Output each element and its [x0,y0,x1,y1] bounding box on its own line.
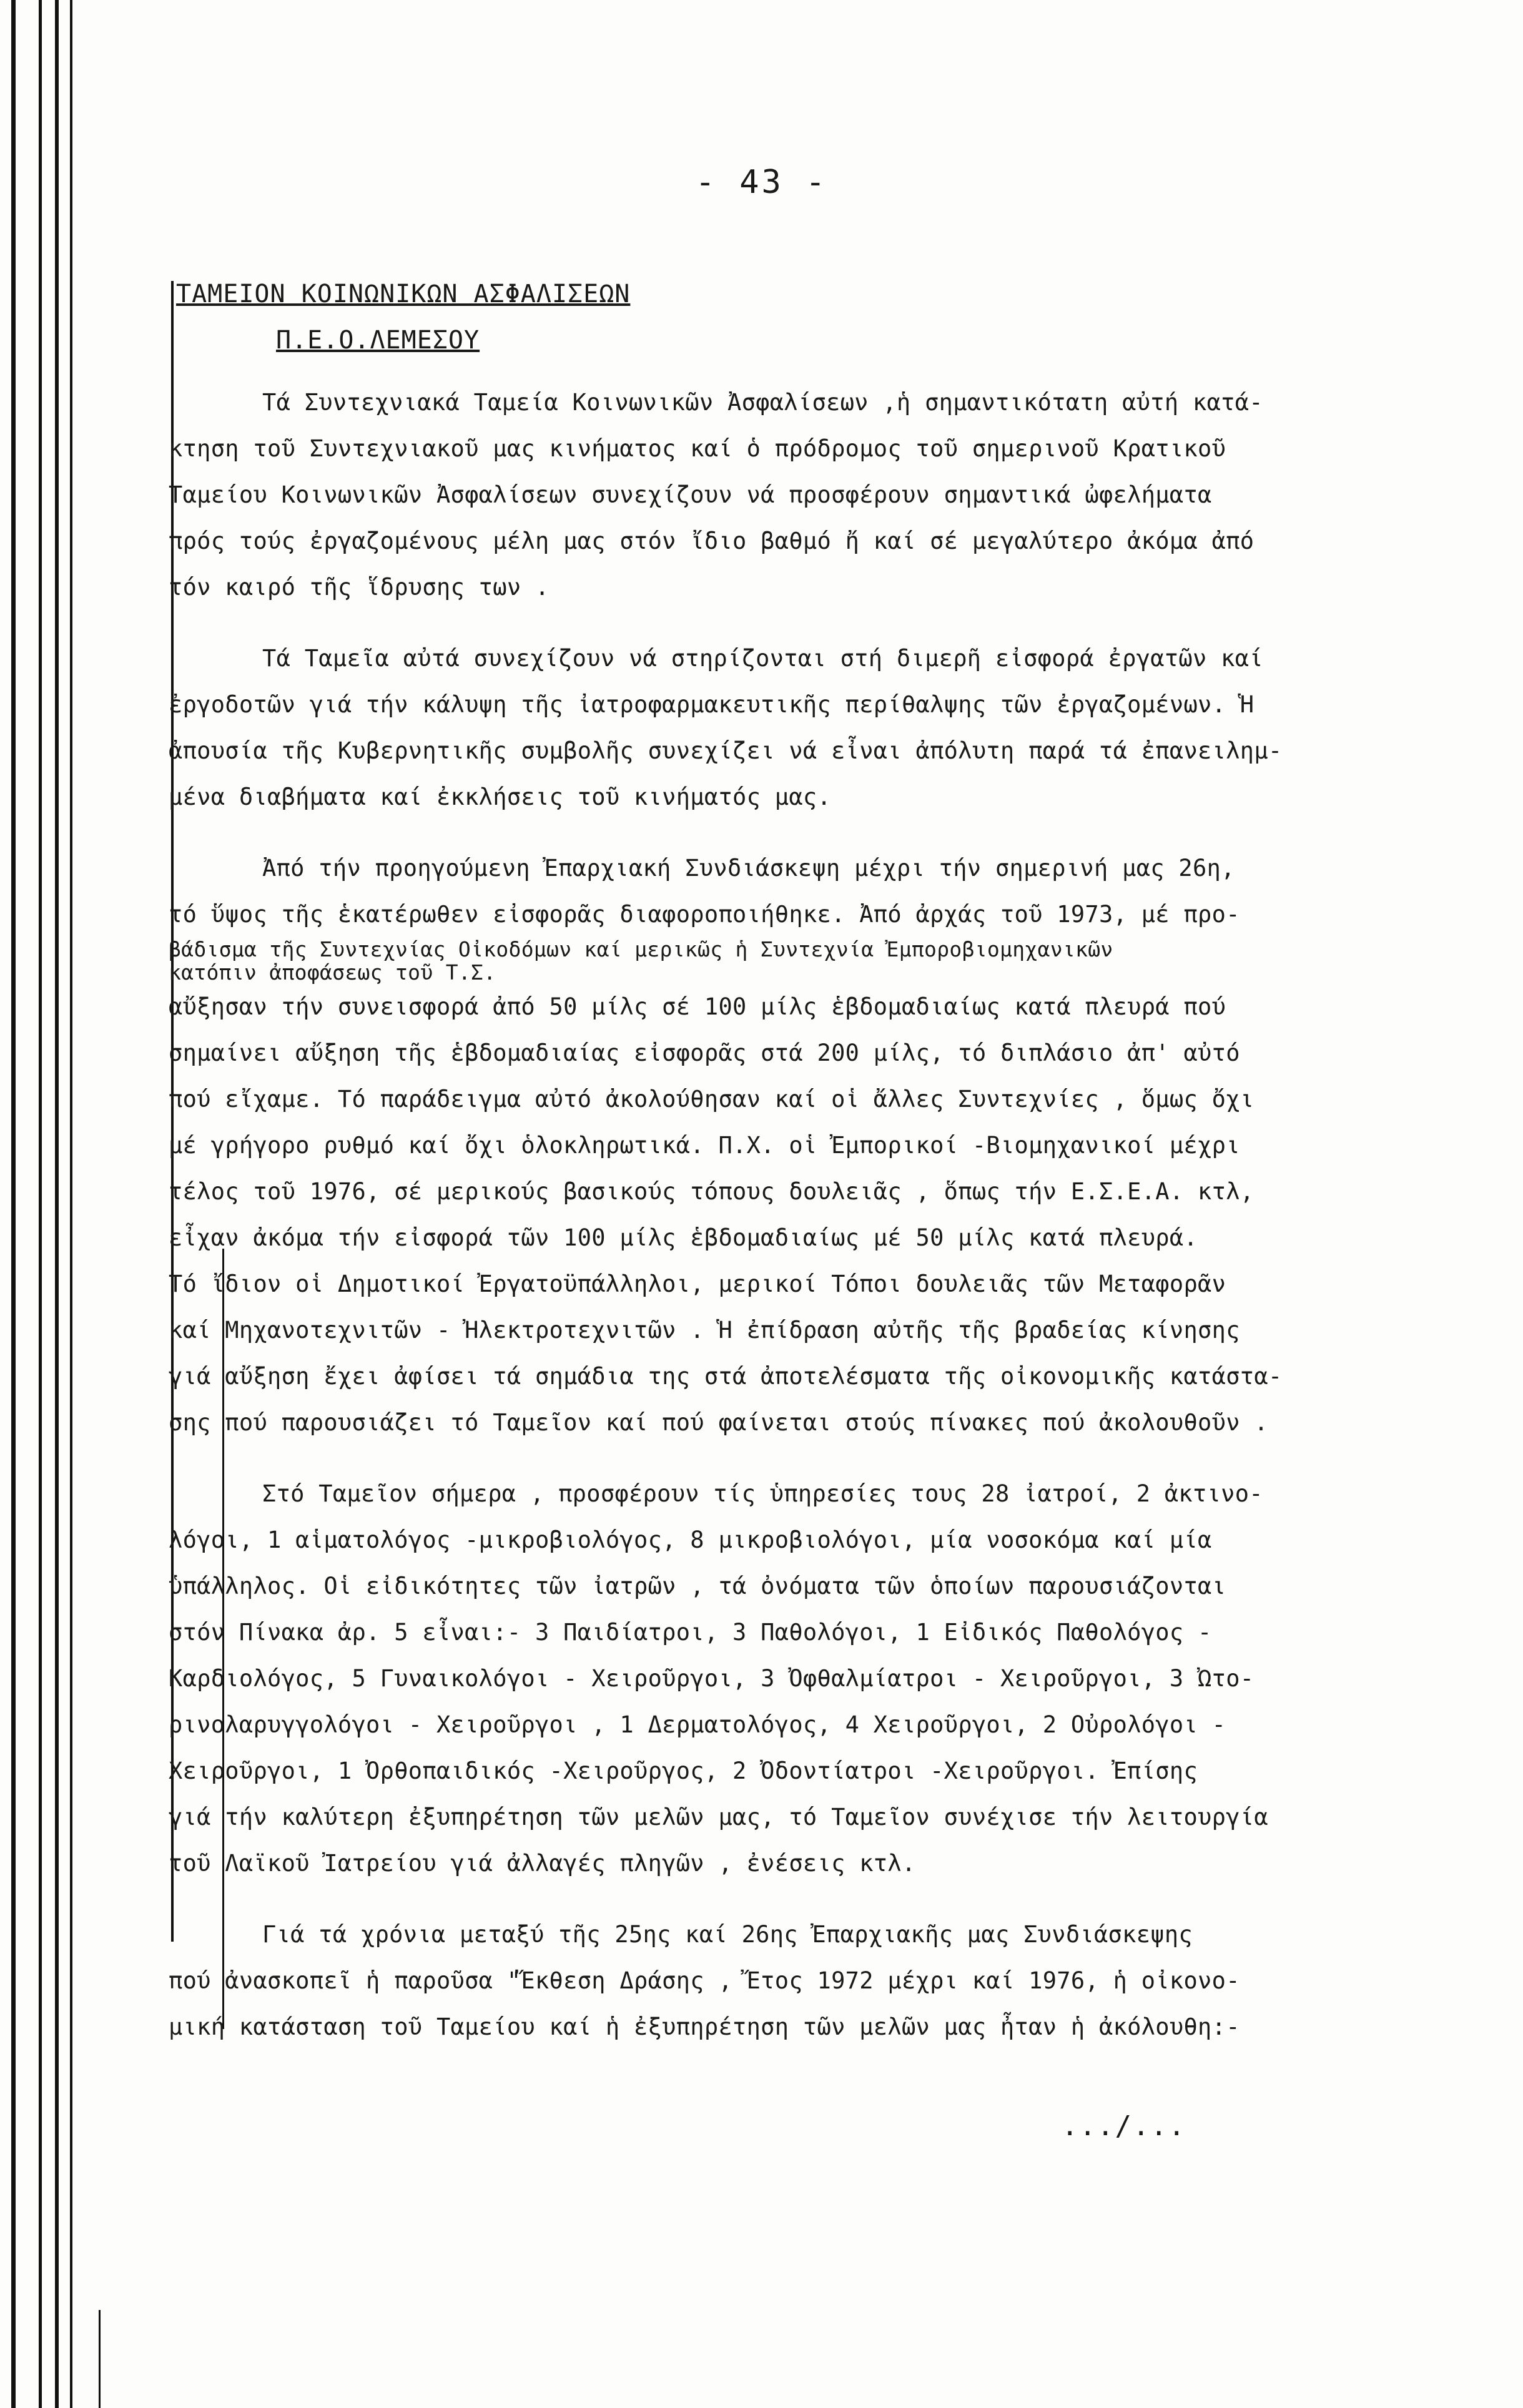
text-line: τό ὕψος τῆς ἑκατέρωθεν εἰσφορᾶς διαφοροποιήθηκε. Ἀπό ἀρχάς τοῦ 1973, μέ προ- [169,901,1240,928]
text-line: ὑπάλληλος. Οἱ εἰδικότητες τῶν ἰατρῶν , τά ὀνόματα τῶν ὁποίων παρουσιάζονται [169,1573,1226,1600]
text-line: εἶχαν ἀκόμα τήν εἰσφορά τῶν 100 μίλς ἑβδομαδιαίως μέ 50 μίλς κατά πλευρά. [169,1224,1198,1251]
text-line: πού εἴχαμε. Τό παράδειγμα αὐτό ἀκολούθησαν καί οἱ ἄλλες Συντεχνίες , ὅμως ὄχι [169,1086,1254,1113]
text-line: Γιά τά χρόνια μεταξύ τῆς 25ης καί 26ης Ἐπαρχιακῆς μας Συνδιάσκεψης [262,1921,1193,1948]
text-line: Ταμείου Κοινωνικῶν Ἀσφαλίσεων συνεχίζουν νά προσφέρουν σημαντικά ὠφελήματα [169,481,1212,508]
text-line: βάδισμα τῆς Συντεχνίας Οἰκοδόμων καί μερικῶς ἡ Συντεχνία Ἐμποροβιομηχανικῶν [169,938,1113,961]
text-line: αὔξησαν τήν συνεισφορά ἀπό 50 μίλς σέ 100 μίλς ἑβδομαδιαίως κατά πλευρά πού [169,993,1226,1020]
text-line: κτηση τοῦ Συντεχνιακοῦ μας κινήματος καί ὁ πρόδρομος τοῦ σημερινοῦ Κρατικοῦ [169,435,1226,462]
text-line: τοῦ Λαϊκοῦ Ἰατρείου γιά ἀλλαγές πληγῶν , ἐνέσεις κτλ. [169,1850,916,1877]
text-line: καί Μηχανοτεχνιτῶν - Ἠλεκτροτεχνιτῶν . Ἡ ἐπίδραση αὐτῆς τῆς βραδείας κίνησης [169,1317,1240,1344]
section-heading: ΤΑΜΕΙΟΝ ΚΟΙΝΩΝΙΚΩΝ ΑΣΦΑΛΙΣΕΩΝ [176,280,631,308]
text-line: μέ γρήγορο ρυθμό καί ὄχι ὁλοκληρωτικά. Π.Χ. οἱ Ἐμπορικοί -Βιομηχανικοί μέχρι [169,1132,1240,1159]
text-line: γιά αὔξηση ἔχει ἀφίσει τά σημάδια της στά ἀποτελέσματα τῆς οἰκονομικῆς κατάστα- [169,1363,1283,1390]
text-line: μένα διαβήματα καί ἐκκλήσεις τοῦ κινήματός μας. [169,784,832,810]
text-line: σης πού παρουσιάζει τό Ταμεῖον καί πού φαίνεται στούς πίνακες πού ἀκολουθοῦν . [169,1409,1268,1436]
text-line: Χειροῦργοι, 1 Ὀρθοπαιδικός -Χειροῦργος, 2 Ὀδοντίατροι -Χειροῦργοι. Ἐπίσης [169,1757,1198,1784]
text-line: Τά Συντεχνιακά Ταμεία Κοινωνικῶν Ἀσφαλίσεων ,ἡ σημαντικότατη αὐτή κατά- [262,389,1263,416]
body-text [169,380,1477,2050]
text-line: κατόπιν ἀποφάσεως τοῦ Τ.Σ. [169,961,496,984]
text-line: στόν Πίνακα ἀρ. 5 εἶναι:- 3 Παιδίατροι, 3 Παθολόγοι, 1 Εἰδικός Παθολόγος - [169,1619,1212,1646]
text-line: ἀπουσία τῆς Κυβερνητικῆς συμβολῆς συνεχίζει νά εἶναι ἀπόλυτη παρά τά ἐπανειλημ- [169,737,1283,764]
text-line: Ἀπό τήν προηγούμενη Ἐπαρχιακή Συνδιάσκεψη μέχρι τήν σημερινή μας 26η, [262,855,1235,882]
text-line: μική κατάσταση τοῦ Ταμείου καί ἡ ἐξυπηρέτηση τῶν μελῶν μας ἦταν ἡ ἀκόλουθη:- [169,2013,1240,2040]
text-line: πρός τούς ἐργαζομένους μέλη μας στόν ἴδιο βαθμό ἤ καί σέ μεγαλύτερο ἀκόμα ἀπό [169,528,1254,554]
text-line: τέλος τοῦ 1976, σέ μερικούς βασικούς τόπους δουλειᾶς , ὅπως τήν Ε.Σ.Ε.Α. κτλ, [169,1178,1254,1205]
section-subheading: Π.Ε.Ο.ΛΕΜΕΣΟΥ [276,326,480,355]
text-line: γιά τήν καλύτερη ἐξυπηρέτηση τῶν μελῶν μας, τό Ταμεῖον συνέχισε τήν λειτουργία [169,1804,1268,1831]
page-number: - 43 - [695,164,828,201]
binding-rule [39,0,42,2408]
text-line: Τά Ταμεῖα αὐτά συνεχίζουν νά στηρίζονται στή διμερῆ εἰσφορά ἐργατῶν καί [262,645,1263,672]
text-line: ἐργοδοτῶν γιά τήν κάλυψη τῆς ἰατροφαρμακευτικῆς περίθαλψης τῶν ἐργαζομένων. Ἡ [169,691,1254,718]
text-line: ρινολαρυγγολόγοι - Χειροῦργοι , 1 Δερματολόγος, 4 Χειροῦργοι, 2 Οὐρολόγοι - [169,1711,1226,1738]
binding-rule [70,0,72,2408]
margin-rule [99,2310,101,2408]
text-line: Στό Ταμεῖον σήμερα , προσφέρουν τίς ὑπηρεσίες τους 28 ἰατροί, 2 ἀκτινο- [262,1480,1263,1507]
text-line: Τό ἴδιον οἱ Δημοτικοί Ἐργατοϋπάλληλοι, μερικοί Τόποι δουλειᾶς τῶν Μεταφορᾶν [169,1270,1226,1297]
text-line: τόν καιρό τῆς ἵδρυσης των . [169,574,550,601]
text-line: λόγοι, 1 αἱματολόγος -μικροβιολόγος, 8 μικροβιολόγοι, μία νοσοκόμα καί μία [169,1526,1212,1553]
continued-marker: .../... [1062,2110,1186,2142]
text-line: σημαίνει αὔξηση τῆς ἑβδομαδιαίας εἰσφορᾶς στά 200 μίλς, τό διπλάσιο ἀπ' αὐτό [169,1039,1240,1066]
binding-rule [11,0,16,2408]
binding-rule [55,0,59,2408]
text-line: πού ἀνασκοπεῖ ἡ παροῦσα "Ἔκθεση Δράσης , Ἔτος 1972 μέχρι καί 1976, ἡ οἰκονο- [169,1967,1240,1994]
text-line: Καρδιολόγος, 5 Γυναικολόγοι - Χειροῦργοι, 3 Ὀφθαλμίατροι - Χειροῦργοι, 3 Ὠτο- [169,1665,1254,1692]
